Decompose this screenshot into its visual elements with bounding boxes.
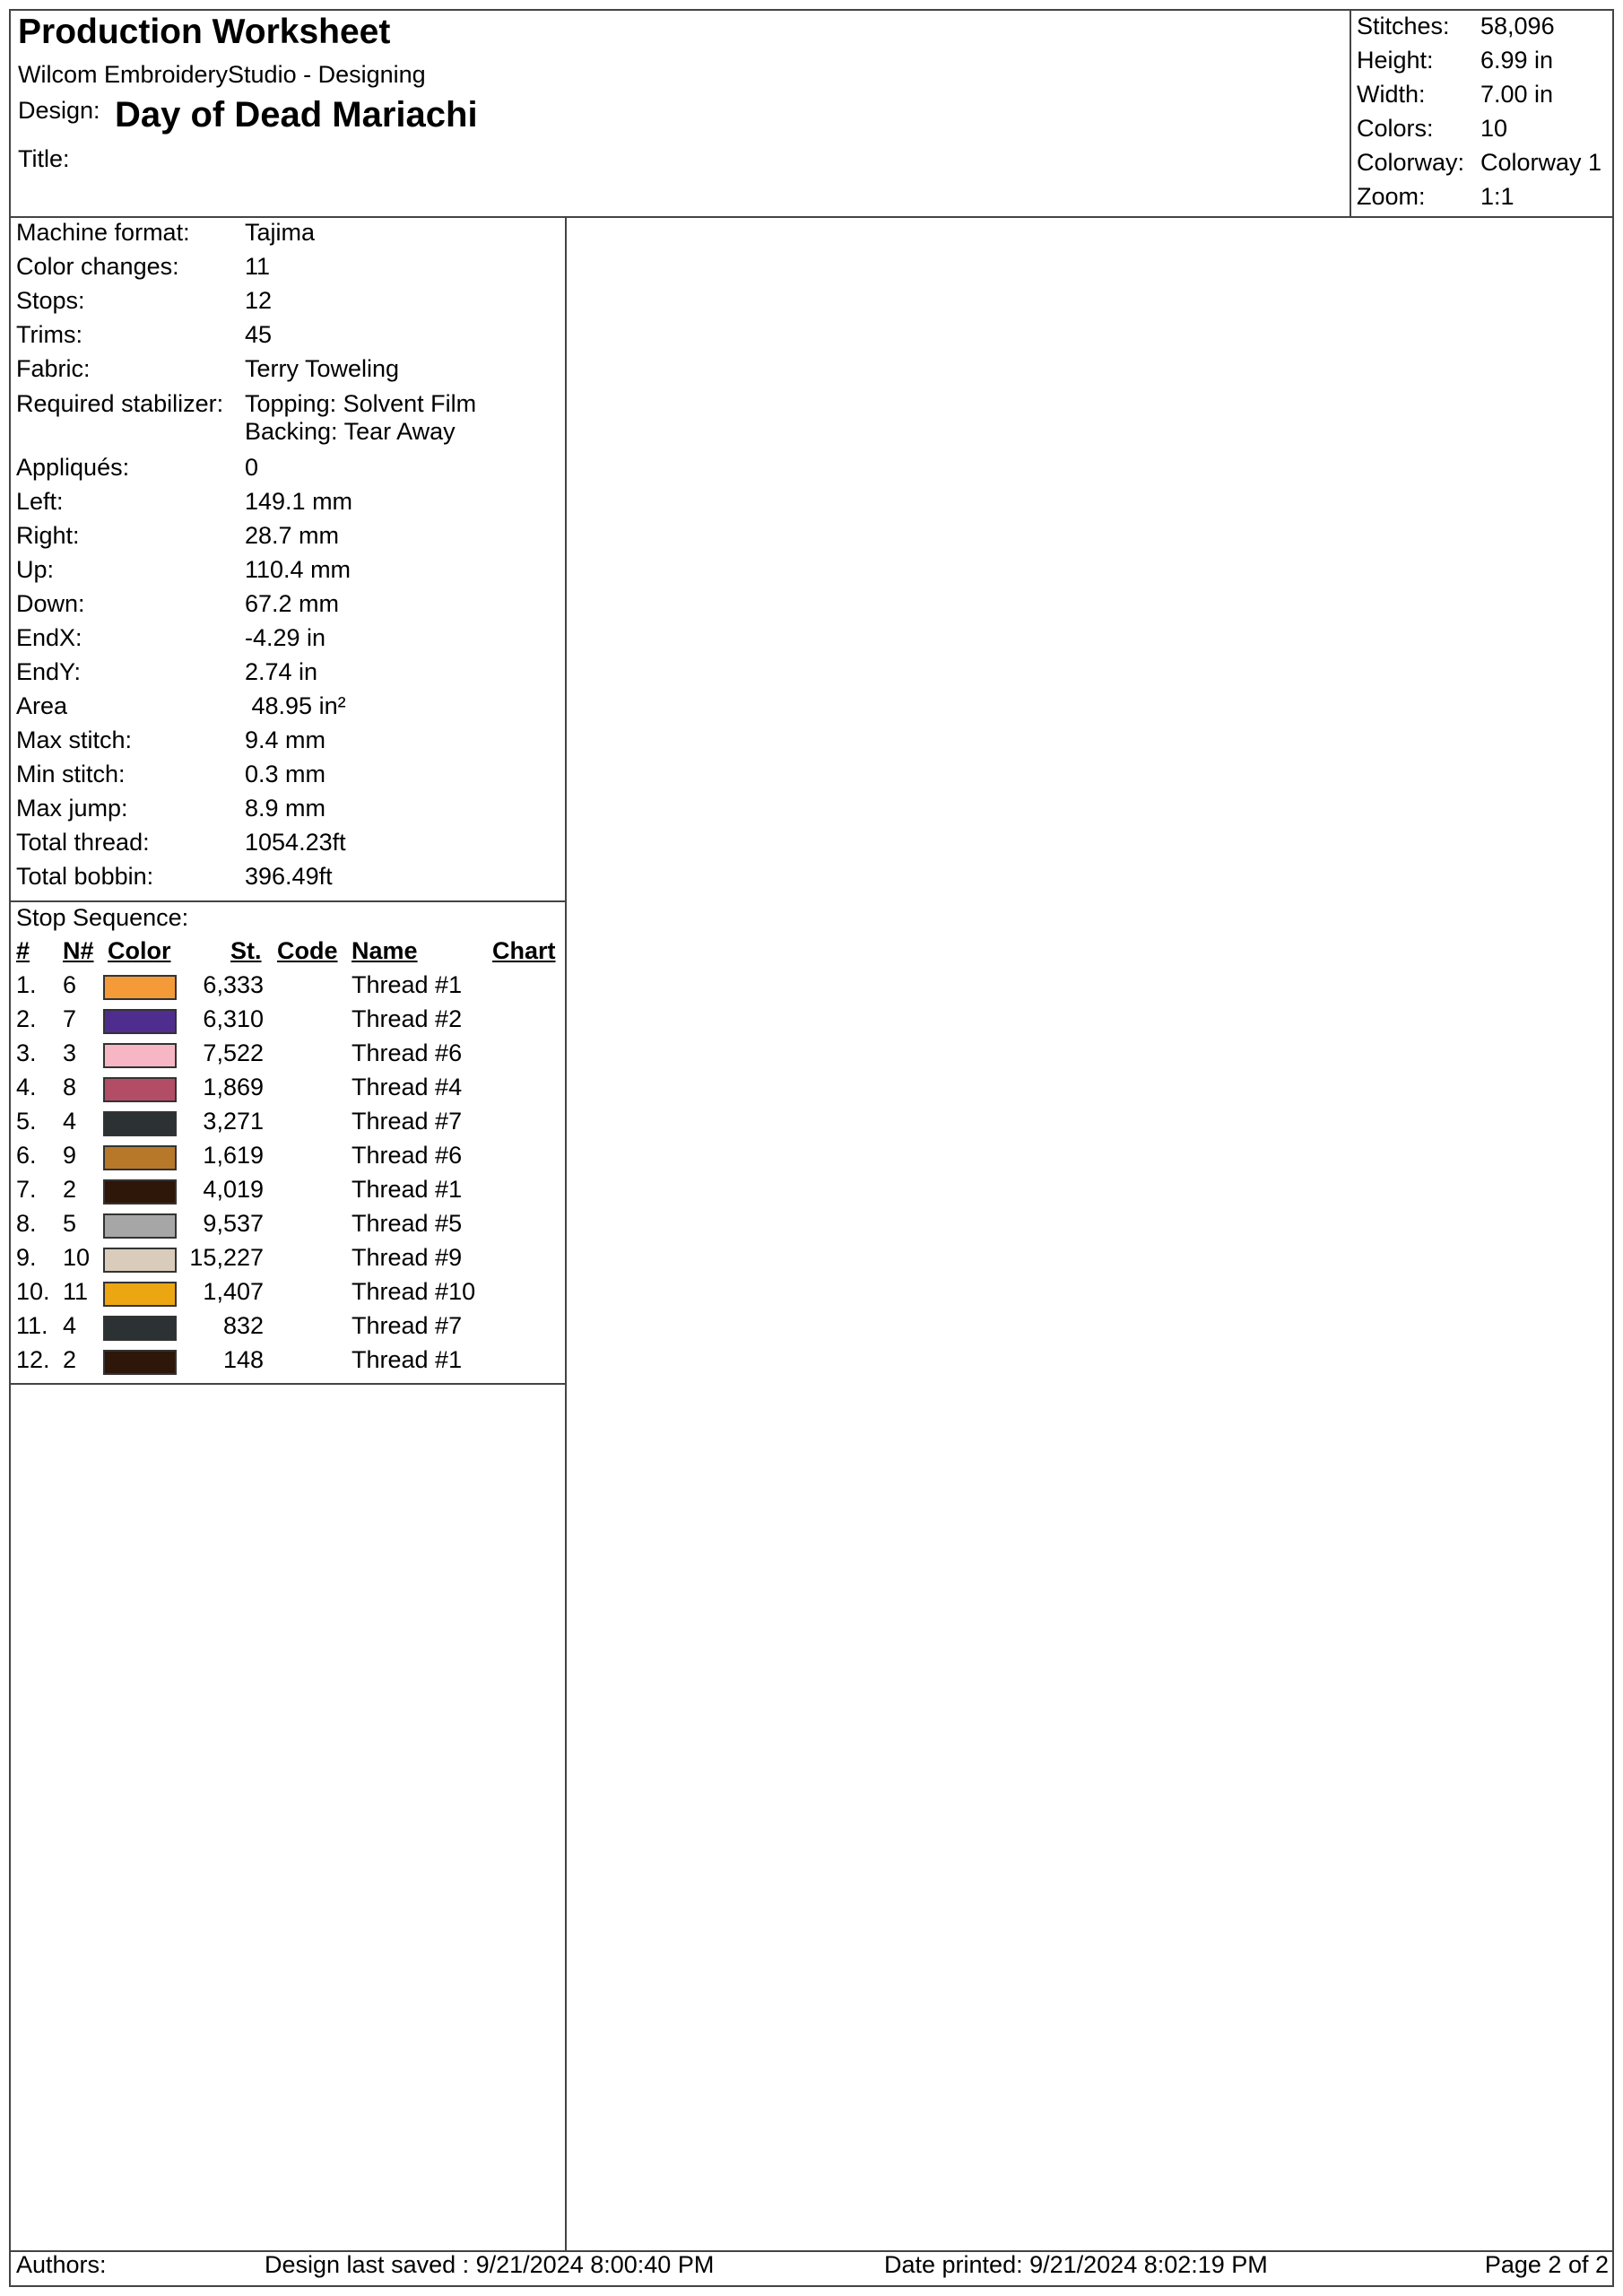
info-value: 9.4 mm	[245, 726, 326, 753]
summary-value: Colorway 1	[1480, 149, 1602, 176]
info-label: Appliqués:	[16, 454, 130, 481]
info-value: 1054.23ft	[245, 829, 346, 856]
footer-divider	[9, 2250, 1614, 2252]
thread-name: Thread #10	[352, 1278, 476, 1305]
color-swatch	[103, 1111, 177, 1136]
info-label: Total bobbin:	[16, 863, 154, 890]
summary-label: Width:	[1357, 81, 1426, 108]
info-value-backing: Backing: Tear Away	[245, 418, 456, 445]
needle-number: 4	[63, 1312, 77, 1339]
stop-sequence-top-divider	[9, 900, 565, 902]
summary-value: 6.99 in	[1480, 47, 1554, 74]
color-swatch	[103, 1316, 177, 1341]
info-value: 0.3 mm	[245, 761, 326, 787]
row-number: 3.	[16, 1039, 37, 1066]
thread-name: Thread #1	[352, 971, 463, 998]
table-row	[0, 1108, 574, 1142]
stop-sequence-bottom-divider	[9, 1383, 565, 1385]
software-name: Wilcom EmbroideryStudio - Designing	[18, 61, 426, 88]
footer-design-last-saved: Design last saved : 9/21/2024 8:00:40 PM	[265, 2251, 715, 2278]
needle-number: 3	[63, 1039, 77, 1066]
footer-authors: Authors:	[16, 2251, 107, 2278]
column-header-code: Code	[277, 937, 338, 964]
color-swatch	[103, 1248, 177, 1273]
info-label: Left:	[16, 488, 64, 515]
table-row	[0, 1176, 574, 1210]
row-number: 1.	[16, 971, 37, 998]
info-label: Total thread:	[16, 829, 150, 856]
page-title: Production Worksheet	[18, 13, 391, 51]
summary-value: 10	[1480, 115, 1508, 142]
summary-value: 58,096	[1480, 13, 1555, 39]
needle-number: 6	[63, 971, 77, 998]
needle-number: 5	[63, 1210, 77, 1237]
thread-name: Thread #1	[352, 1176, 463, 1203]
stitch-count: 1,407	[203, 1278, 264, 1305]
color-swatch	[103, 1077, 177, 1102]
row-number: 11.	[16, 1312, 48, 1339]
table-row	[0, 1244, 574, 1278]
info-value: 11	[245, 253, 271, 280]
stitch-count: 148	[222, 1346, 264, 1373]
info-label: Min stitch:	[16, 761, 126, 787]
column-header-chart: Chart	[492, 937, 556, 964]
stitch-count: 15,227	[189, 1244, 264, 1271]
footer-date-printed: Date printed: 9/21/2024 8:02:19 PM	[884, 2251, 1268, 2278]
thread-name: Thread #6	[352, 1039, 463, 1066]
needle-number: 11	[63, 1278, 89, 1305]
column-header-color: Color	[108, 937, 171, 964]
info-value: Tajima	[245, 219, 316, 246]
color-swatch	[103, 975, 177, 1000]
info-value: 396.49ft	[245, 863, 333, 890]
thread-name: Thread #1	[352, 1346, 463, 1373]
needle-number: 9	[63, 1142, 77, 1169]
color-swatch	[103, 1282, 177, 1307]
info-label: Area	[16, 692, 68, 719]
design-name: Day of Dead Mariachi	[115, 95, 478, 135]
stitch-count: 1,619	[203, 1142, 264, 1169]
stop-sequence-label: Stop Sequence:	[16, 904, 189, 931]
table-row	[0, 1074, 574, 1108]
thread-name: Thread #4	[352, 1074, 463, 1100]
info-label: Max stitch:	[16, 726, 133, 753]
thread-name: Thread #6	[352, 1142, 463, 1169]
row-number: 6.	[16, 1142, 37, 1169]
table-row	[0, 1346, 574, 1380]
color-swatch	[103, 1145, 177, 1170]
info-value: 45	[245, 321, 273, 348]
info-label: Required stabilizer:	[16, 390, 224, 417]
info-label: Right:	[16, 522, 80, 549]
needle-number: 4	[63, 1108, 77, 1135]
info-label: Color changes:	[16, 253, 179, 280]
table-row	[0, 1312, 574, 1346]
info-value-topping: Topping: Solvent Film	[245, 390, 477, 417]
row-number: 4.	[16, 1074, 37, 1100]
row-number: 8.	[16, 1210, 37, 1237]
color-swatch	[103, 1213, 177, 1239]
footer-page-number: Page 2 of 2	[1484, 2251, 1609, 2278]
thread-name: Thread #7	[352, 1312, 463, 1339]
needle-number: 8	[63, 1074, 77, 1100]
color-swatch	[103, 1009, 177, 1034]
color-swatch	[103, 1179, 177, 1205]
summary-label: Height:	[1357, 47, 1434, 74]
info-value: -4.29 in	[245, 624, 326, 651]
row-number: 10.	[16, 1278, 50, 1305]
info-label: Machine format:	[16, 219, 190, 246]
row-number: 2.	[16, 1005, 37, 1032]
header-divider	[9, 216, 1614, 218]
info-value: 12	[245, 287, 273, 314]
table-row	[0, 1278, 574, 1312]
design-label: Design:	[18, 97, 100, 124]
stitch-count: 832	[222, 1312, 264, 1339]
row-number: 12.	[16, 1346, 50, 1373]
column-header-stitches: St.	[230, 937, 262, 964]
info-value: 110.4 mm	[245, 556, 352, 583]
info-label: Trims:	[16, 321, 82, 348]
info-label: Down:	[16, 590, 85, 617]
column-header-needle: N#	[63, 937, 94, 964]
stitch-count: 4,019	[203, 1176, 264, 1203]
stitch-count: 1,869	[203, 1074, 264, 1100]
table-row	[0, 1005, 574, 1039]
row-number: 7.	[16, 1176, 37, 1203]
info-label: Fabric:	[16, 355, 91, 382]
summary-label: Zoom:	[1357, 183, 1426, 210]
thread-name: Thread #2	[352, 1005, 463, 1032]
row-number: 5.	[16, 1108, 37, 1135]
thread-name: Thread #5	[352, 1210, 463, 1237]
stitch-count: 3,271	[203, 1108, 264, 1135]
table-row	[0, 971, 574, 1005]
thread-name: Thread #7	[352, 1108, 463, 1135]
needle-number: 2	[63, 1346, 77, 1373]
info-value: 0	[245, 454, 259, 481]
info-label: EndX:	[16, 624, 82, 651]
summary-label: Colors:	[1357, 115, 1434, 142]
summary-value: 7.00 in	[1480, 81, 1554, 108]
summary-divider	[1350, 9, 1351, 216]
needle-number: 2	[63, 1176, 77, 1203]
info-value: 28.7 mm	[245, 522, 340, 549]
info-value: 8.9 mm	[245, 795, 326, 822]
needle-number: 7	[63, 1005, 77, 1032]
column-header-number: #	[16, 937, 30, 964]
info-label: Max jump:	[16, 795, 128, 822]
table-row	[0, 1210, 574, 1244]
info-value: 67.2 mm	[245, 590, 340, 617]
info-label: Up:	[16, 556, 55, 583]
stitch-count: 6,310	[203, 1005, 264, 1032]
color-swatch	[103, 1350, 177, 1375]
row-number: 9.	[16, 1244, 37, 1271]
info-value: 149.1 mm	[245, 488, 353, 515]
info-value: 48.95 in²	[245, 692, 346, 719]
summary-label: Colorway:	[1357, 149, 1465, 176]
table-row	[0, 1142, 574, 1176]
info-value: 2.74 in	[245, 658, 318, 685]
info-label: EndY:	[16, 658, 82, 685]
info-value: Terry Toweling	[245, 355, 400, 382]
summary-label: Stitches:	[1357, 13, 1450, 39]
color-swatch	[103, 1043, 177, 1068]
table-row	[0, 1039, 574, 1074]
stitch-count: 7,522	[203, 1039, 264, 1066]
stitch-count: 6,333	[203, 971, 264, 998]
column-header-name: Name	[352, 937, 418, 964]
summary-value: 1:1	[1480, 183, 1515, 210]
info-label: Stops:	[16, 287, 85, 314]
thread-name: Thread #9	[352, 1244, 463, 1271]
title-label: Title:	[18, 145, 70, 172]
needle-number: 10	[63, 1244, 91, 1271]
stitch-count: 9,537	[203, 1210, 264, 1237]
